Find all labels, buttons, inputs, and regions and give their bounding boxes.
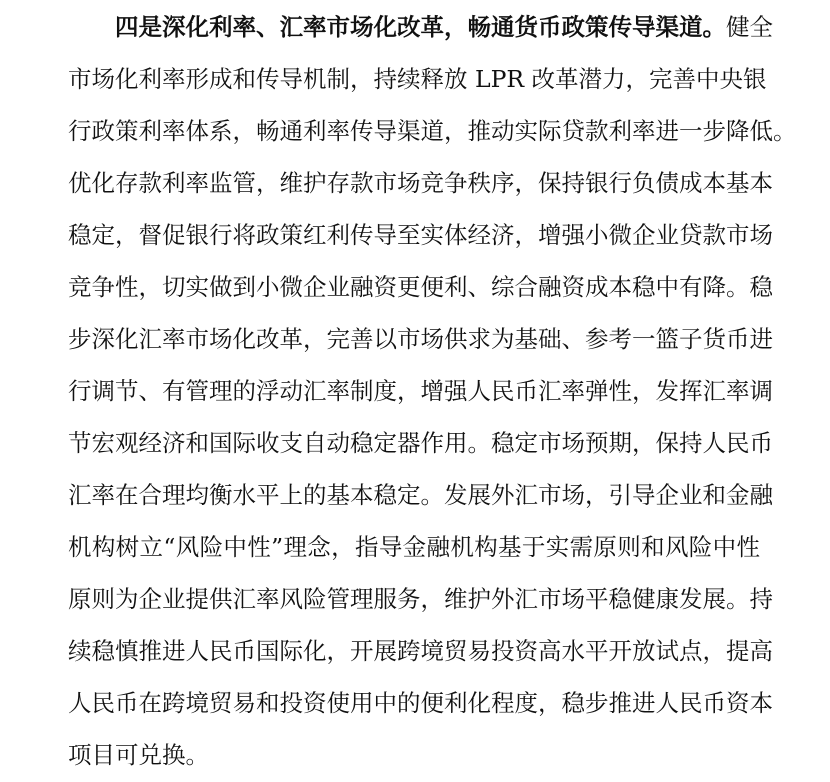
paragraph-text: 健全: [726, 13, 773, 41]
paragraph-line: 节宏观经济和国际收支自动稳定器作用。稳定市场预期，保持人民币: [68, 429, 773, 457]
paragraph-line: 原则为企业提供汇率风险管理服务，维护外汇市场平稳健康发展。持: [68, 585, 773, 613]
paragraph-line: 竞争性，切实做到小微企业融资更便利、综合融资成本稳中有降。稳: [68, 273, 773, 301]
paragraph-last-line: 项目可兑换。: [68, 741, 209, 769]
paragraph-line: 行调节、有管理的浮动汇率制度，增强人民币汇率弹性，发挥汇率调: [68, 377, 773, 405]
paragraph-line: 稳定，督促银行将政策红利传导至实体经济，增强小微企业贷款市场: [68, 221, 773, 249]
paragraph-line: 汇率在合理均衡水平上的基本稳定。发展外汇市场，引导企业和金融: [68, 481, 773, 509]
paragraph-first-line: [115, 7, 773, 47]
paragraph-line: 人民币在跨境贸易和投资使用中的便利化程度，稳步推进人民币资本: [68, 689, 773, 717]
paragraph-line: 市场化利率形成和传导机制，持续释放 LPR 改革潜力，完善中央银: [68, 65, 767, 93]
paragraph-line: 优化存款利率监管，维护存款市场竞争秩序，保持银行负债成本基本: [68, 169, 773, 197]
paragraph-heading: 四是深化利率、汇率市场化改革，畅通货币政策传导渠道。: [115, 13, 726, 41]
paragraph-line: 机构树立“风险中性”理念，指导金融机构基于实需原则和风险中性: [68, 533, 760, 561]
paragraph-line: 行政策利率体系，畅通利率传导渠道，推动实际贷款利率进一步降低。: [68, 117, 797, 145]
paragraph-line: 续稳慎推进人民币国际化，开展跨境贸易投资高水平开放试点，提高: [68, 637, 773, 665]
paragraph-line: 步深化汇率市场化改革，完善以市场供求为基础、参考一篮子货币进: [68, 325, 773, 353]
